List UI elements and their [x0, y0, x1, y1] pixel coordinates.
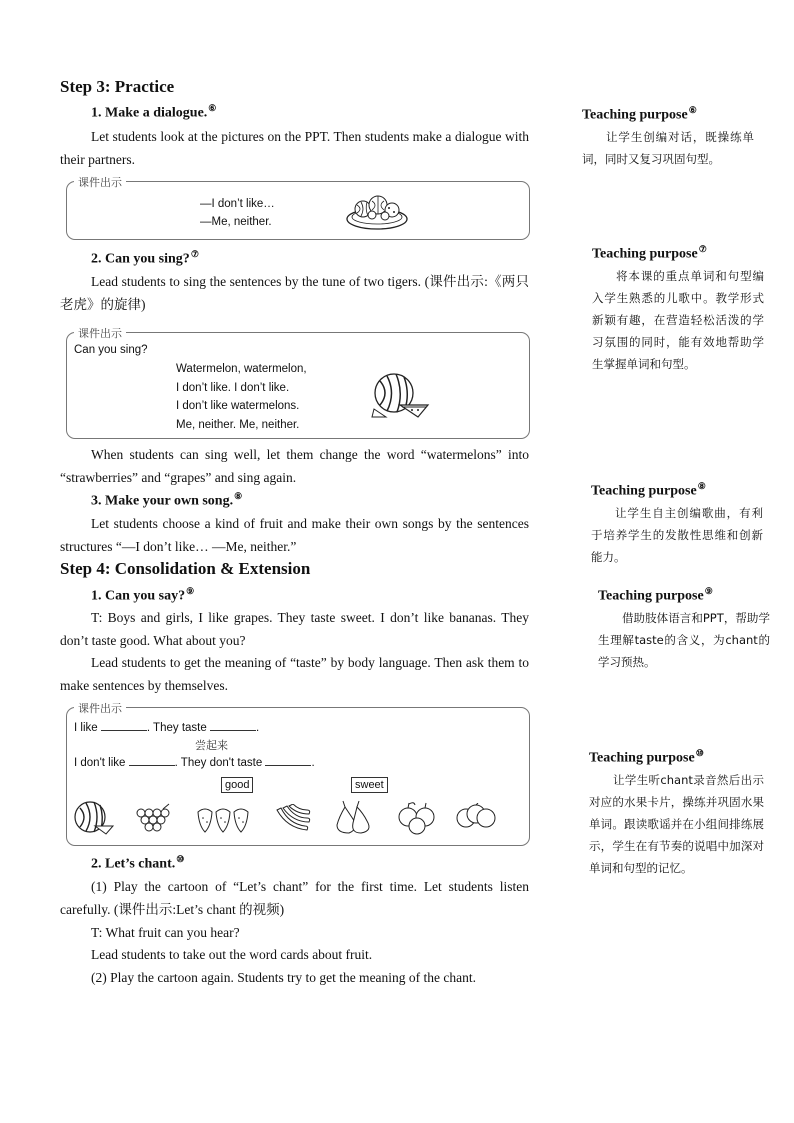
step4-item1-text1: T: Boys and girls, I like grapes. They taste sweet. I don’t like bananas. They don’t taste good. What about you? [60, 610, 529, 648]
orange-icon [455, 803, 497, 833]
step4-item2-p3: Lead students to take out the word cards about fruit. [91, 947, 373, 962]
lyric-line: I don’t like watermelons. [176, 400, 300, 412]
lyric-line: Me, neither. Me, neither. [176, 418, 300, 431]
strawberry-icon [195, 804, 255, 834]
banana-icon [273, 804, 313, 834]
step3-item2-text: Lead students to sing the sentences by the tune of two tigers. (课件出示:《两只老虎》的旋律) [60, 274, 529, 312]
word-card-good[interactable]: good [221, 777, 253, 793]
courseware-box-1 [66, 176, 530, 240]
teaching-purpose-6 [582, 105, 754, 170]
step4-item2-p1: (1) Play the cartoon of “Let’s chant” for the first time. Let students listen carefully. (课件出示:Let’s chant 的视频) [60, 879, 529, 917]
sentence-frame-1: I like . They taste . [74, 722, 260, 734]
courseware-box-3 [66, 702, 530, 846]
purpose-text: 借助肢体语言和PPT，帮助学生理解taste的含义，为chant的学习预热。 [598, 610, 770, 669]
step4-item2-title: 2. Let’s chant.⑩ [91, 854, 185, 872]
teaching-purpose-8 [591, 481, 763, 568]
dialogue-line-2: —Me, neither. [200, 216, 272, 228]
lyric-line: Watermelon, watermelon, [176, 363, 307, 375]
box-tag: 课件出示 [74, 325, 126, 341]
step4-heading: Step 4: Consolidation & Extension [60, 559, 311, 578]
pear-icon [331, 799, 375, 835]
step3-item3-title: 3. Make your own song.⑧ [91, 491, 243, 509]
sentence-frame-2: I don't like . They don't taste . [74, 757, 315, 769]
song-lyrics [176, 360, 307, 434]
box-tag: 课件出示 [74, 700, 126, 716]
watermelon-icon [73, 800, 115, 836]
purpose-title: Teaching purpose⑨ [598, 586, 713, 604]
apple-icon [395, 799, 439, 835]
purpose-title: Teaching purpose⑥ [582, 105, 697, 123]
courseware-box-2 [66, 327, 530, 439]
step3-item2-title: 2. Can you sing?⑦ [91, 249, 199, 267]
grapes-icon [133, 803, 173, 835]
fruit-plate-icon [345, 191, 409, 231]
teaching-purpose-10 [589, 748, 764, 879]
step3-heading: Step 3: Practice [60, 77, 175, 96]
step3-item3-text: Let students choose a kind of fruit and make their own songs by the sentences structures “—I don’t like… —Me, neither.” [60, 516, 529, 554]
taste-gloss: 尝起来 [195, 739, 228, 752]
word-card-sweet[interactable]: sweet [351, 777, 388, 793]
step4-item1-text2: Lead students to get the meaning of “taste” by body language. Then ask them to make sentences by themselves. [60, 655, 529, 693]
step4-item1-title: 1. Can you say?⑨ [91, 586, 195, 604]
purpose-text: 让学生自主创编歌曲，有利于培养学生的发散性思维和创新能力。 [591, 505, 763, 564]
dialogue-line-1: —I don’t like… [200, 198, 275, 210]
song-question: Can you sing? [74, 344, 148, 356]
teaching-purpose-9 [598, 586, 770, 673]
step4-item2-p2: T: What fruit can you hear? [91, 925, 240, 940]
step4-item2-p4: (2) Play the cartoon again. Students try to get the meaning of the chant. [91, 970, 477, 985]
purpose-title: Teaching purpose⑧ [591, 481, 706, 499]
step3-item1-title: 1. Make a dialogue.⑥ [91, 103, 217, 121]
box-tag: 课件出示 [74, 174, 126, 190]
purpose-text: 让学生听chant录音然后出示对应的水果卡片，操练并巩固水果单词。跟读歌谣并在小组间排练展示，学生在有节奏的说唱中加深对单词和句型的记忆。 [589, 772, 764, 875]
purpose-text: 将本课的重点单词和句型编入学生熟悉的儿歌中。教学形式新颖有趣，在营造轻松活泼的学习氛围的同时，能有效地帮助学生掌握单词和句型。 [592, 268, 764, 371]
purpose-title: Teaching purpose⑩ [589, 748, 704, 766]
purpose-text: 让学生创编对话，既操练单词，同时又复习巩固句型。 [582, 129, 754, 166]
purpose-title: Teaching purpose⑦ [592, 244, 707, 262]
step3-item1-text: Let students look at the pictures on the PPT. Then students make a dialogue with their partners. [60, 129, 529, 167]
watermelon-icon [370, 371, 432, 421]
after-song-text: When students can sing well, let them change the word “watermelons” into “strawberries” and “grapes” and sing again. [60, 447, 529, 485]
teaching-purpose-7 [592, 244, 764, 375]
lyric-line: I don’t like. I don’t like. [176, 381, 290, 394]
